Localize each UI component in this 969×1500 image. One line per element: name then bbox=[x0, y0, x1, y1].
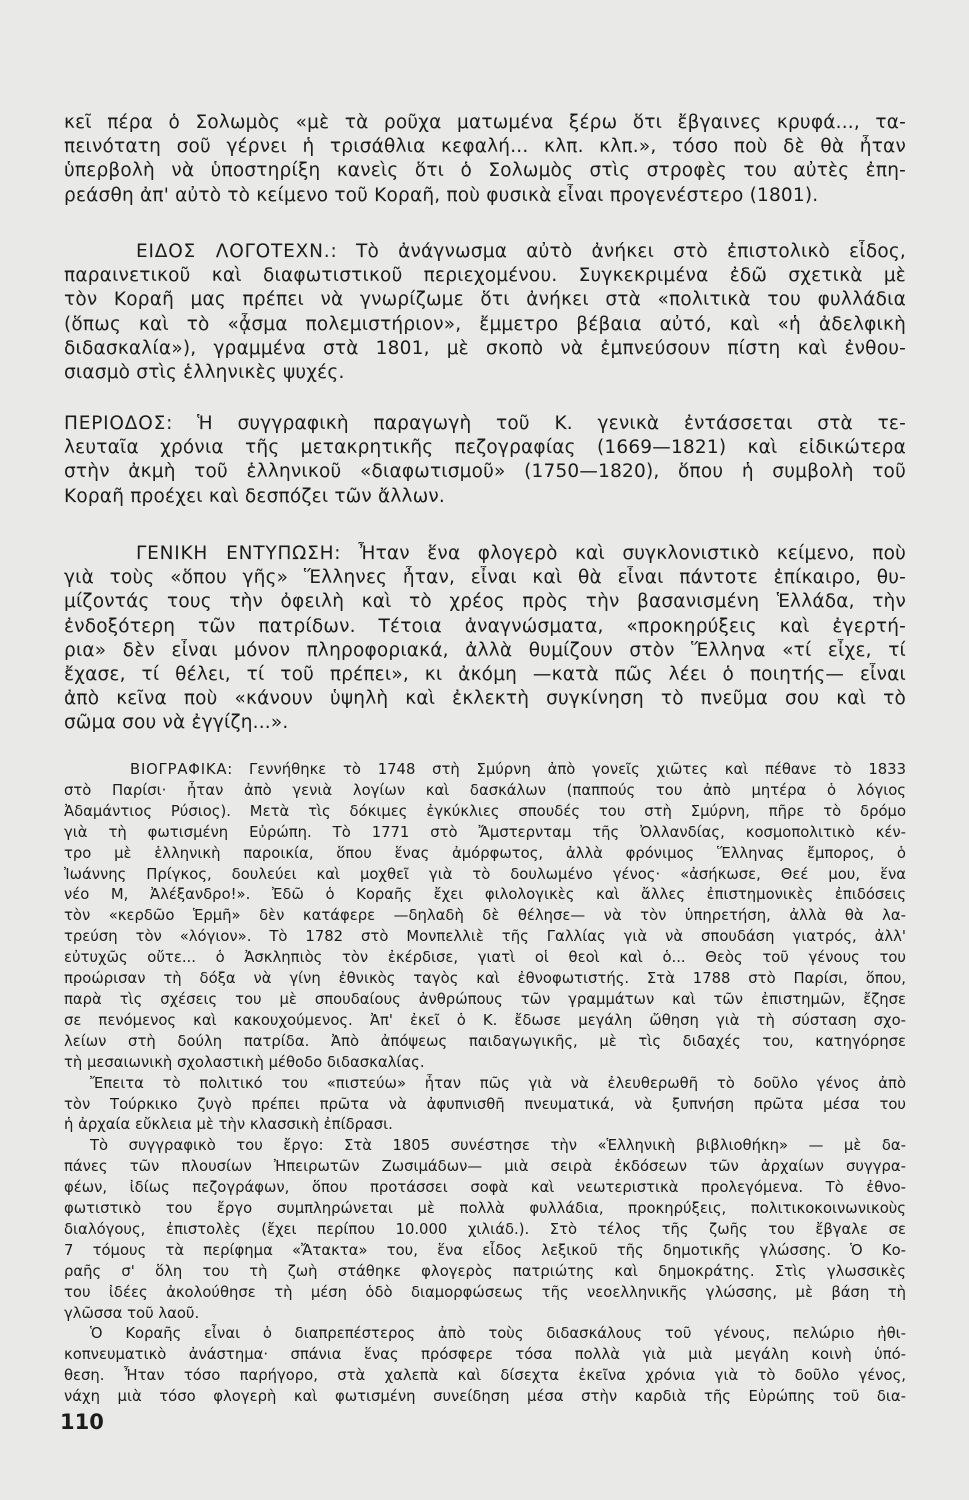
text-line: παρὰ τὶς σχέσεις του μὲ σπουδαίους ἀνθρώπους τῶν γραμμάτων καὶ τῶν ἐπιστημῶν, ἔζησε bbox=[64, 990, 906, 1008]
text-line: τὴ μεσαιωνικὴ σχολαστικὴ μέθοδο διδασκαλίας. bbox=[64, 1053, 425, 1071]
text-line: φωτιστικὸ του ἔργο συμπληρώνεται μὲ πολλὰ φυλλάδια, προκηρύξεις, πολιτικοκοινωνικοὺς bbox=[64, 1200, 906, 1218]
text-line: εὐτυχῶς οὔτε... ὁ Ἀσκληπιὸς τὸν ἐκέρδισε, γιατὶ οἱ θεοὶ καὶ ὁ... Θεὸς τοῦ γένους του bbox=[64, 949, 906, 967]
section-geniki bbox=[64, 542, 906, 736]
intro-paragraph bbox=[64, 111, 906, 208]
text-line: ἡ ἀρχαία εὔκλεια μὲ τὴν κλασσικὴ ἐπίδρασι. bbox=[64, 1116, 393, 1134]
text-line: γιὰ τὴ φωτισμένη Εὐρώπη. Τὸ 1771 στὸ Ἄμστερνταμ τῆς Ὀλλανδίας, κοσμοπολιτικὸ κέν- bbox=[64, 823, 906, 841]
text-line: φέων, ἰδίως πεζογράφων, ὅπου προτάσσει σοφὰ καὶ νεωτεριστικὰ προλεγόμενα. Τὸ ἐθνο- bbox=[64, 1179, 906, 1197]
text-line: προώρισαν τὴ δόξα νὰ γίνη ἐθνικὸς ταγὸς καὶ ἐθνοφωτιστής. Στὰ 1788 στὸ Παρίσι, ὅπου, bbox=[64, 970, 906, 988]
text-line: Τὸ συγγραφικὸ του ἔργο: Στὰ 1805 συνέστησε τὴν «Ἑλληνικὴ βιβλιοθήκη» — μὲ δα- bbox=[90, 1137, 906, 1155]
text-line: νάχη μιὰ τόσο φλογερὴ καὶ φωτισμένη συνείδηση μέσα στὴν καρδιὰ τῆς Εὐρώπης τοῦ δια- bbox=[64, 1388, 906, 1406]
text-line: σε πενόμενος καὶ κακουχούμενος. Ἀπ' ἐκεῖ ὁ Κ. ἔδωσε μεγάλη ὤθηση γιὰ τὴ σύσταση σχο- bbox=[64, 1011, 906, 1029]
section-first-line bbox=[64, 412, 906, 436]
text-line: Ἰωάννης Πρίγκος, δουλεύει καὶ μοχθεῖ γιὰ τὸ δουλωμένο γένος· «ἀσήκωσε, Θεέ μου, ἕνα bbox=[64, 865, 906, 883]
text-line: στὸ Παρίσι· ἦταν ἀπὸ γενιὰ λογίων καὶ δασκάλων (παππούς του ἀπὸ μητέρα ὁ λόγιος bbox=[64, 781, 906, 799]
section-periodos bbox=[64, 412, 906, 509]
text-line: τὸν Κοραῆ μας πρέπει νὰ γνωρίζωμε ὅτι ἀνήκει στὰ «πολιτικὰ του φυλλάδια bbox=[64, 289, 906, 311]
text-line: κεῖ πέρα ὁ Σολωμὸς «μὲ τὰ ροῦχα ματωμένα ξέρω ὅτι ἔβγαινες κρυφά..., τα- bbox=[64, 112, 906, 133]
text-line: πάνες τῶν πλουσίων Ἠπειρωτῶν Ζωσιμάδων— μιὰ σειρὰ ἐκδόσεων τῶν ἀρχαίων συγγρα- bbox=[64, 1158, 906, 1176]
text-line: σιασμὸ στὶς ἑλληνικὲς ψυχές. bbox=[64, 362, 345, 384]
text-line: Κοραῆ προέχει καὶ δεσπόζει τῶν ἄλλων. bbox=[64, 485, 446, 507]
text-line: ρια» δὲν εἶναι μόνον πληροφοριακά, ἀλλὰ θυμίζουν στὸν Ἕλληνα «τί εἶχε, τί bbox=[64, 639, 906, 661]
text-line: διαλόγους, ἐπιστολὲς (ἔχει περίπου 10.000 χιλιάδ.). Στὸ τέλος τῆς ζωῆς του ἔβγαλε σε bbox=[64, 1220, 906, 1238]
text-line: κοπνευματικὸ ἀνάστημα· σπάνια ἕνας πρόσφερε τόσα πολλὰ γιὰ μιὰ μεγάλη κοινὴ ὑπό- bbox=[64, 1346, 906, 1364]
text-line: τρο μὲ ἑλληνικὴ παροικία, ὅπου ἕνας ἀμόρφωτος, ἀλλὰ φρόνιμος Ἕλληνας ἔμπορος, ὁ bbox=[64, 844, 906, 862]
section-first-line bbox=[64, 542, 906, 566]
text-line: Ἀδαμάντιος Ρύσιος). Μετὰ τὶς δόκιμες ἐγκύκλιες σπουδές του στὴ Σμύρνη, πῆρε τὸ δρόμο bbox=[64, 802, 906, 820]
text-line: θεση. Ἦταν τόσο παρήγορο, στὰ χαλεπὰ καὶ δίσεχτα ἐκεῖνα χρόνια γιὰ τὸ δοῦλο γένος, bbox=[64, 1367, 906, 1385]
text-line: τὸν Τούρκικο ζυγὸ πρέπει πρῶτα νὰ ἀφυπνισθῆ πνευματικά, νὰ ξυπνήση πρῶτα μέσα του bbox=[64, 1095, 906, 1113]
text-line: λείων στὴ δούλη πατρίδα. Ἀπὸ ἀπόψεως παιδαγωγικῆς, μὲ τὶς διδαχές του, κατηγόρησε bbox=[64, 1032, 906, 1050]
text-line: ρεάσθη ἀπ' αὐτὸ τὸ κείμενο τοῦ Κοραῆ, ποὺ φυσικὰ εἶναι προγενέστερο (1801). bbox=[64, 184, 819, 206]
text-line: ἔχασε, τί θέλει, τί τοῦ πρέπει», κι ἀκόμη —κατὰ πῶς λέει ὁ ποιητής— εἶναι bbox=[64, 664, 906, 686]
text-line: τὸν «κερδῶο Ἑρμῆ» δὲν κατάφερε —δηλαδὴ δὲ θέλησε— νὰ τὸν ὑπηρετήση, ἀλλὰ θὰ λα- bbox=[64, 907, 906, 925]
text-line: (ὅπως καὶ τὸ «ᾆσμα πολεμιστήριον», ἔμμετρο βέβαια αὐτό, καὶ «ἡ ἀδελφικὴ bbox=[64, 313, 906, 335]
section-heading: ΕΙΔΟΣ ΛΟΓΟΤΕΧΝ. bbox=[136, 241, 331, 262]
text-line: Ὁ Κοραῆς εἶναι ὁ διαπρεπέστερος ἀπὸ τοὺς διδασκάλους τοῦ γένους, πελώριο ἠθι- bbox=[90, 1325, 906, 1343]
text-line: διδασκαλία»), γραμμένα στὰ 1801, μὲ σκοπὸ νὰ ἐμπνεύσουν πίστη καὶ ἐνθου- bbox=[64, 337, 906, 359]
text-line: μίζοντάς τους τὴν ὀφειλὴ καὶ τὸ χρέος πρὸς τὴν βασανισμένη Ἑλλάδα, τὴν bbox=[64, 591, 906, 613]
section-first-line bbox=[64, 760, 906, 781]
section-heading: ΓΕΝΙΚΗ ΕΝΤΥΠΩΣΗ bbox=[136, 543, 335, 564]
text-line: στὴν ἀκμὴ τοῦ ἑλληνικοῦ «διαφωτισμοῦ» (1750—1820), ὅπου ἡ συμβολὴ τοῦ bbox=[64, 461, 906, 483]
text-line: γλῶσσα τοῦ λαοῦ. bbox=[64, 1304, 200, 1322]
text-line: ραῆς σ' ὅλη του τὴ ζωὴ στάθηκε φλογερὸς πατριώτης καὶ δημοκράτης. Στὶς γλωσσικὲς bbox=[64, 1262, 906, 1280]
text-line: λευταῖα χρόνια τῆς μετακρητικῆς πεζογραφίας (1669—1821) καὶ εἰδικώτερα bbox=[64, 437, 906, 459]
text-line: 7 τόμους τὰ περίφημα «Ἄτακτα» του, ἕνα εἶδος λεξικοῦ τῆς δημοτικῆς γλώσσης. Ὁ Κο- bbox=[64, 1241, 906, 1259]
text-line: παραινετικοῦ καὶ διαφωτιστικοῦ περιεχομένου. Συγκεκριμένα ἐδῶ σχετικὰ μὲ bbox=[64, 265, 906, 287]
section-eidos bbox=[64, 240, 906, 385]
section-text: : Τὸ ἀνάγνωσμα αὐτὸ ἀνήκει στὸ ἐπιστολικὸ εἶδος, bbox=[330, 241, 906, 262]
text-line: ὑπερβολὴ νὰ ὑποστηρίξη κανεὶς ὅτι ὁ Σολωμὸς στὶς στροφὲς του αὐτὲς ἐπη- bbox=[64, 160, 906, 182]
text-line: σῶμα σου νὰ ἐγγίζη...». bbox=[64, 712, 289, 734]
page-number: 110 bbox=[60, 1410, 104, 1434]
text-line: τρεύση τὸν «λόγιον». Τὸ 1782 στὸ Μονπελλιὲ τῆς Γαλλίας γιὰ νὰ σπουδάση γιατρός, ἀλλ' bbox=[64, 928, 906, 946]
section-text: : Γεννήθηκε τὸ 1748 στὴ Σμύρνη ἀπὸ γονεῖς χιῶτες καὶ πέθανε τὸ 1833 bbox=[227, 761, 906, 778]
text-line: ἐνδοξότερη τῶν πατρίδων. Τέτοια ἀναγνώσματα, «προκηρύξεις καὶ ἐγερτή- bbox=[64, 615, 906, 637]
section-heading: ΒΙΟΓΡΑΦΙΚΑ bbox=[130, 761, 228, 778]
text-line: νέο Μ, Ἀλέξανδρο!». Ἐδῶ ὁ Κοραῆς ἔχει φιλολογικὲς καὶ ἄλλες ἐπιστημονικὲς ἐπιδόσεις bbox=[64, 886, 906, 904]
text-line: πεινότατη σοῦ γέρνει ἡ τρισάθλια κεφαλή... κλπ. κλπ.», τόσο ποὺ δὲ θὰ ἦταν bbox=[64, 136, 906, 158]
text-line: γιὰ τοὺς «ὅπου γῆς» Ἕλληνες ἦταν, εἶναι καὶ θὰ εἶναι πάντοτε ἐπίκαιρο, θυ- bbox=[64, 567, 906, 589]
section-heading: ΠΕΡΙΟΔΟΣ bbox=[64, 413, 167, 434]
section-text: : Ἡ συγγραφικὴ παραγωγὴ τοῦ Κ. γενικὰ ἐντάσσεται στὰ τε- bbox=[166, 413, 906, 434]
section-first-line bbox=[64, 240, 906, 264]
section-biografika bbox=[64, 760, 906, 1408]
text-line: Ἔπειτα τὸ πολιτικό του «πιστεύω» ἦταν πῶς γιὰ νὰ ἐλευθερωθῆ τὸ δοῦλο γένος ἀπὸ bbox=[90, 1074, 906, 1092]
text-line: ἀπὸ κεῖνα ποὺ «κάνουν ὑψηλὴ καὶ ἐκλεκτὴ συγκίνηση τὸ πνεῦμα σου καὶ τὸ bbox=[64, 688, 906, 710]
text-line: του ἰδέες ἀκολούθησε τὴ μέση ὁδὸ διαμορφώσεως τῆς νεοελληνικῆς γλώσσης, μὲ βάση τὴ bbox=[64, 1283, 906, 1301]
section-text: : Ἦταν ἕνα φλογερὸ καὶ συγκλονιστικὸ κείμενο, ποὺ bbox=[334, 543, 906, 564]
